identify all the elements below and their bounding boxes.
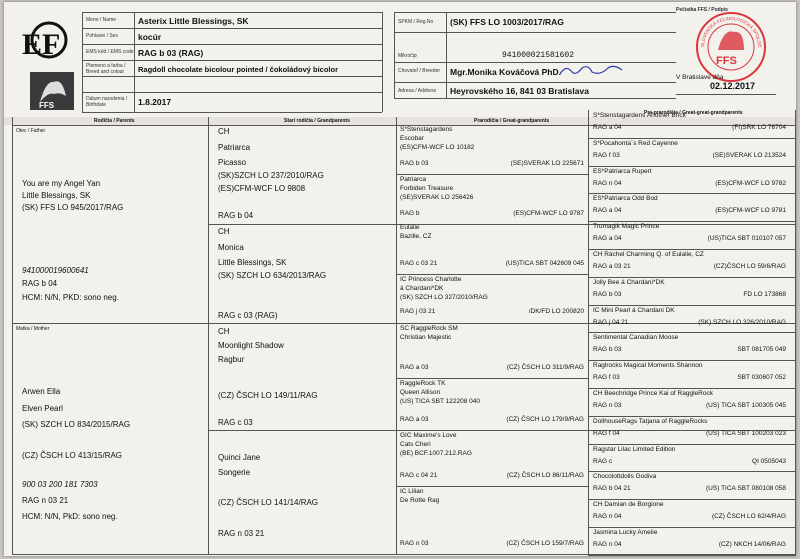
mother-cattery: Elven Pearl [22,404,63,413]
ggp-name: RaggleRock TK [400,380,446,387]
gggp-ems: RAG n 04 [593,179,622,187]
breeder-label: Chovateľ / Breeder [398,68,441,74]
gggp-reg: (FI)SRK LO 76704 [732,124,786,131]
gggp-ems: RAG a 04 [593,124,622,131]
svg-text:FFS: FFS [716,55,737,67]
ggp-reg2: (CZ) ČSCH LO 159/7/RAG [506,540,584,547]
gp-name: Monica [218,243,244,252]
gp-name2: Picasso [218,158,247,167]
gp-name2: Songerie [218,468,251,477]
gp-ems: RAG n 03 21 [218,529,265,538]
mother-ems: RAG n 03 21 [22,496,69,505]
gp-reg: (SK)SZCH LO 237/2010/RAG [218,171,324,180]
gggp-reg: (CZ)ČSCH LO 59/6/RAG [713,263,786,270]
father-health: HCM: N/N, PKD: sono neg. [22,293,119,302]
gggp-ems: RAG f 03 [593,151,620,159]
father-name: You are my Angel Yan [22,179,101,188]
ems-label: EMS kód / EMS code [86,49,134,55]
svg-text:FFS: FFS [39,101,55,110]
ffs-logo [22,18,76,68]
ggp-ems: RAG a 03 [400,416,429,423]
gggp-ems: RAG n 03 [593,402,622,409]
ggp-name2: Christian Majestic [400,334,452,341]
gp-ems: RAG b 04 [218,211,254,220]
gp-reg: (SK) SZCH LO 634/2013/RAG [218,271,327,280]
breeder-name: Mgr.Monika Kováčová PhD. [450,67,561,77]
gggp-name: IC Mini Pearl á Chardani DK [593,306,675,314]
gggp-ems: RAG a 03 21 [593,263,631,270]
breeder-signature [556,62,626,80]
signature-label: Pečiatka FFS / Podpis [676,7,728,13]
ggp-ems: RAG b [400,210,420,217]
gp-name2: Little Blessings, SK [218,258,287,267]
ggp-name: Eulalie [400,224,420,231]
gggp-ems: RAG n 04 [593,541,622,548]
gp-ems: RAG c 03 [218,418,253,427]
ggp-name: IC Princess Charlotte [400,276,462,283]
gggp-name: Raglrocks Magical Moments Shannon [593,362,703,370]
ggp-name2: á Chardani*DK [400,285,444,292]
gggp-name: Sentimental Canadian Moose [593,334,679,342]
gggp-reg: (US) TICA SBT 100305 045 [706,402,786,409]
ggp-name: GIC Maxime's Love [400,432,457,439]
svg-text:F: F [42,28,61,61]
breeder-address: Heyrovského 16, 841 03 Bratislava [450,86,589,96]
microchip-number: 941000021581602 [502,51,575,60]
breed-label: Plemeno a farba / Breed and colour [86,63,126,75]
reg-number: (SK) FFS LO 1003/2017/RAG [450,17,564,27]
gggp-name: CH Ráchel Charming Q. of Eulalie, CZ [593,251,704,258]
gggp-ems: RAG b 03 [593,346,622,354]
gggp-reg: FD LO 173868 [743,290,786,298]
mother-name: Arwen Ella [22,387,61,396]
ggp-name2: Forbiden Treasure [400,185,454,192]
gggp-reg: QI 0505043 [752,457,786,465]
father-cattery: Little Blessings, SK [22,191,91,200]
gp-name2: Ragbur [218,355,245,364]
gggp-ems: RAG f 03 [593,374,620,382]
column-great-great: Pra-prarodičia / Great-great-grandparents [644,110,743,116]
father-chip: 941000019600641 [22,266,89,275]
official-stamp [694,10,768,84]
sex-label: Pohlavie / Sex [86,33,118,39]
ggp-reg: (ES)CFM-WCF LO 10182 [400,144,475,151]
ggp-reg2: (ES)CFM-WCF LO 9787 [513,210,584,217]
column-great-grandparents: Prarodičia / Great-grandparents [474,118,550,124]
gggp-ems: RAG b 04 21 [593,485,631,493]
cat-sex: kocúr [138,32,162,42]
address-label: Adresa / Address [398,88,437,94]
gggp-reg: SBT 081705 049 [737,346,786,354]
gggp-ems: RAG j 04 21 [593,318,629,326]
gp-name: Quinci Jane [218,453,261,462]
ggp-reg2: (CZ) ČSCH LO 311/9/RAG [506,364,584,371]
chip-label: Mikročip [398,53,417,59]
ggp-reg2: (SE)SVERAK LO 225671 [510,160,584,167]
gggp-name: Jasmina Lucky Amelie [593,529,658,536]
ggp-ems: RAG c 03 21 [400,260,438,267]
gggp-name: ES*Patriarca Rupert [593,167,652,175]
gp-reg: (CZ) ČSCH LO 149/11/RAG [218,391,318,400]
issue-date: 02.12.2017 [710,81,756,91]
cat-birthdate: 1.8.2017 [138,97,172,107]
svg-text:E: E [22,28,43,61]
father-label: Otec / Father [16,128,46,134]
ggp-reg: (BE) BCF.1007.212.RAG [400,450,472,457]
gggp-ems: RAG a 04 [593,235,622,243]
ggp-name2: De Rotte Rag [400,497,440,504]
gggp-ems: RAG b 03 [593,290,622,298]
gggp-reg: (SK) SZCH LO 326/2010/RAG [698,318,786,326]
column-grandparents: Starí rodičia / Grandparents [284,118,350,124]
gp-title: CH [218,127,230,136]
ggp-name2: Queen Allison [400,389,441,396]
ggp-name2: Escobar [400,135,424,142]
cat-breed: Ragdoll chocolate bicolour pointed / čokoládový bicolor [138,65,339,74]
birth-label: Dátum narodenia / Birthdate [86,96,128,108]
mother-label: Matka / Mother [16,326,50,332]
gggp-ems: RAG a 04 [593,207,622,215]
pedigree-certificate [4,2,796,556]
ggp-reg2: (CZ) ČSCH LO 179/9/RAG [506,416,584,423]
cat-emblem-icon [30,72,74,110]
gggp-name: S*Stenstagardens Another Brick [593,112,686,119]
name-label: Meno / Name [86,17,117,23]
ggp-ems: RAG j 03 21 [400,308,436,315]
ggp-name: SC RaggleRock SM [400,325,458,332]
ggp-name: Patriarca [400,176,427,183]
father-ems: RAG b 04 [22,279,58,288]
mother-chip: 900 03 200 181 7303 [22,480,98,489]
ggp-ems: RAG n 03 [400,540,429,547]
ggp-name: IC Lilian [400,488,424,495]
gp-title: CH [218,227,230,236]
ggp-reg: (SK) SZCH LO 327/2010/RAG [400,294,488,301]
ggp-ems: RAG a 03 [400,364,429,371]
gggp-reg: (ES)CFM-WCF LO 9781 [715,207,786,215]
ggp-ems: RAG c 04 21 [400,472,438,479]
gp-reg: (CZ) ČSCH LO 141/14/RAG [218,498,319,507]
father-reg: (SK) FFS LO 945/2017/RAG [22,203,124,212]
gggp-name: DollhouseRags Tatjana of RaggleRocks [593,417,708,425]
ggp-reg2: (CZ) ČSCH LO 86/11/RAG [506,472,584,479]
gp-name: Patriarca [218,143,251,152]
cat-ems: RAG b 03 (RAG) [138,48,204,58]
gggp-reg: (CZ) NKCH 14/06/RAG [718,541,786,548]
place-date-label: V Bratislave dňa [676,74,724,81]
gggp-name: Jolly Bee á Chardani*DK [593,278,665,286]
ggp-name: S*Stenstagardens [400,126,453,133]
gggp-reg: (CZ) ČSCH LO 62/4/RAG [711,513,786,521]
gggp-reg: (SE)SVERAK LO 213524 [712,151,786,159]
cat-name: Asterix Little Blessings, SK [138,16,249,26]
gp-ems: RAG c 03 (RAG) [218,311,278,320]
gggp-reg: (US)TICA SBT 010107 057 [707,235,786,243]
gp-title: CH [218,327,230,336]
gggp-name: ES*Patriarca Odd Bod [593,195,658,203]
gggp-ems: RAG f 04 [593,429,620,437]
ggp-reg2: /DK/FD LO 200820 [528,308,584,315]
gp-name: Moonlight Shadow [218,341,284,350]
gggp-reg: SBT 030607 052 [737,374,786,382]
ggp-name2: Cats Cheri [400,441,431,448]
gp-reg2: (ES)CFM-WCF LO 9808 [218,184,306,193]
mother-reg2: (CZ) ČSCH LO 413/15/RAG [22,451,123,460]
gggp-reg: (US) TICA SBT 100203 023 [706,429,786,437]
gggp-reg: (US) TICA SBT 080108 058 [706,485,786,493]
column-parents: Rodičia / Parents [94,118,135,124]
ggp-reg2: (US)TICA SBT 042609 045 [505,260,584,267]
gggp-reg: (ES)CFM-WCF LO 9782 [715,179,786,187]
spkm-label: SPKM / Reg.No [398,19,434,25]
gggp-name: CH Beechridge Prince Kai of RaggleRock [593,390,713,397]
gggp-name: S*Pocahonta´s Red Cayenne [593,139,678,147]
mother-reg: (SK) SZCH LO 834/2015/RAG [22,420,131,429]
gggp-name: Chocolottdolls Godiva [593,473,657,481]
ggp-reg: (SE)SVERAK LO 256426 [400,194,474,201]
gggp-ems: RAG n 04 [593,513,622,521]
gggp-ems: RAG c [593,457,613,465]
gggp-name: Ragstar Lilac Limited Edition [593,445,676,453]
mother-health: HCM: N/N, PkD: sono neg. [22,512,118,521]
ggp-reg: (US) TICA SBT 122208 040 [400,398,480,405]
ggp-name2: Bazille, CZ [400,233,432,240]
gggp-name: CH Damian de Borgione [593,501,664,509]
ggp-ems: RAG b 03 [400,160,429,167]
svg-text:SLOVENSKÁ FELINOLOGICKÁ SPOLOČ: SLOVENSKÁ FELINOLOGICKÁ SPOLOČ [699,15,763,48]
gggp-name: Trumagik Magic Prince [593,223,660,231]
